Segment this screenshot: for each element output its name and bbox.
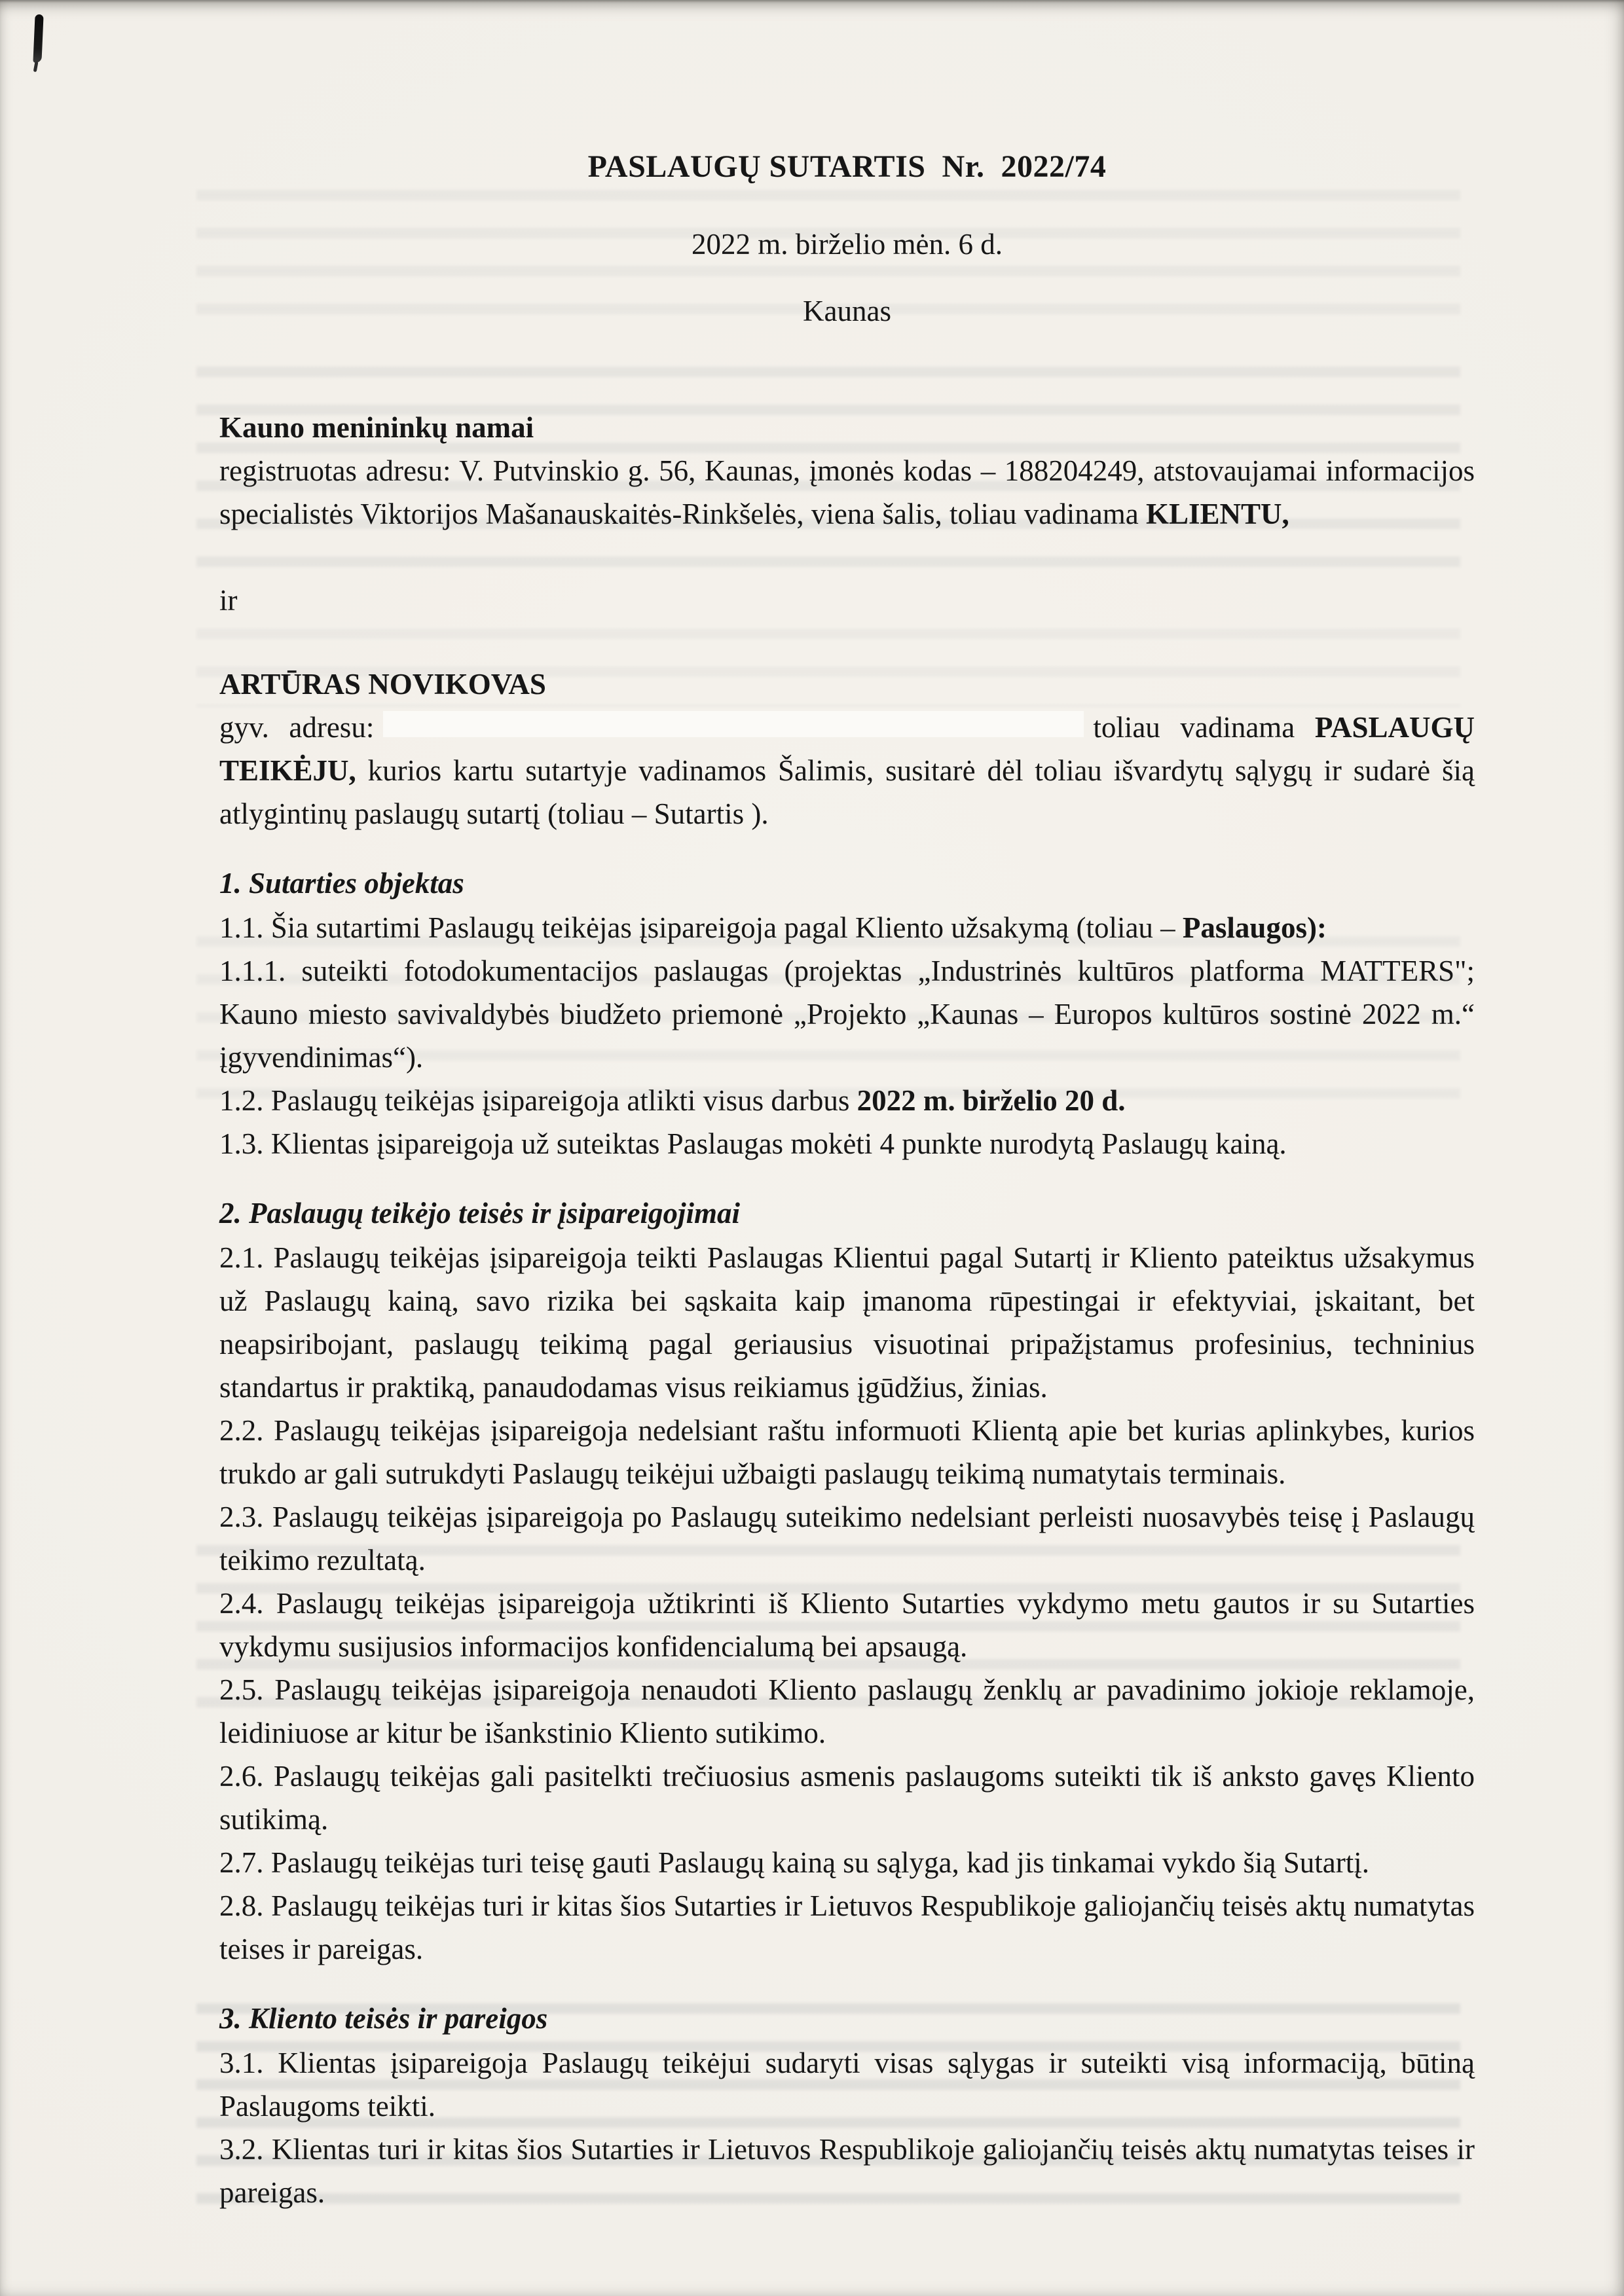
clause-1-1: [219, 906, 1475, 949]
clause-1-2: [219, 1079, 1475, 1122]
clause-2-1: [219, 1236, 1475, 1409]
clause-text: 2.8. Paslaugų teikėjas turi ir kitas šios Sutarties ir Lietuvos Respublikoje galiojančių teisės aktų numatytas teises ir pareigas.: [219, 1889, 1475, 1965]
client-alias: KLIENTU,: [1145, 498, 1289, 530]
document-date: 2022 m. birželio mėn. 6 d.: [692, 228, 1003, 261]
clause-text: 1.3. Klientas įsipareigoja už suteiktas Paslaugas mokėti 4 punkte nurodytą Paslaugų kainą.: [219, 1127, 1287, 1160]
section-heading-3: 3. Kliento teisės ir pareigos: [219, 2002, 548, 2035]
provider-paragraph: [219, 706, 1475, 835]
clause-text: 2.7. Paslaugų teikėjas turi teisę gauti Paslaugų kainą su sąlyga, kad jis tinkamai vykdo šią Sutartį.: [219, 1846, 1369, 1879]
provider-post-text: kurios kartu sutartyje vadinamos Šalimis, susitarė dėl toliau išvardytų sąlygų ir sudarė šią atlygintinų paslaugų sutartį (toliau – Sutartis ).: [219, 754, 1475, 830]
provider-name: ARTŪRAS NOVIKOVAS: [219, 668, 546, 701]
clause-2-3: [219, 1495, 1475, 1582]
clause-text: 2.3. Paslaugų teikėjas įsipareigoja po Paslaugų suteikimo nedelsiant perleisti nuosavybės teisę į Paslaugų teikimo rezultatą.: [219, 1501, 1475, 1576]
clause-2-4: [219, 1582, 1475, 1668]
section-heading-1: 1. Sutarties objektas: [219, 867, 464, 900]
connector-ir: ir: [219, 584, 238, 617]
clause-text: 1.2. Paslaugų teikėjas įsipareigoja atlikti visus darbus: [219, 1084, 857, 1117]
clause-1-3: [219, 1122, 1475, 1165]
clause-2-8: [219, 1884, 1475, 1971]
clause-text: 2.2. Paslaugų teikėjas įsipareigoja nedelsiant raštu informuoti Klientą apie bet kurias aplinkybes, kurios trukdo ar gali sutrukdyti Paslaugų teikėjui užbaigti paslaugų teikimą numatytais terminais.: [219, 1414, 1475, 1490]
client-paragraph: [219, 449, 1475, 536]
clause-text: 2.1. Paslaugų teikėjas įsipareigoja teikti Paslaugas Klientui pagal Sutartį ir Kliento pateiktus užsakymus už Paslaugų kainą, savo rizika bei sąskaita kaip įmanoma rūpestingai ir efektyviai, įskaitant, bet neapsiribojant, paslaugų teikimą pagal geriausius visuotinai pripažįstamus profesinius, techninius standartus ir praktiką, panaudodamas visus reikiamus įgūdžius, žinias.: [219, 1241, 1475, 1404]
pen-mark-artifact: [33, 14, 43, 63]
clause-2-2: [219, 1409, 1475, 1495]
clause-text: 1.1. Šia sutartimi Paslaugų teikėjas įsipareigoja pagal Kliento užsakymą (toliau –: [219, 911, 1183, 944]
document-place: Kaunas: [803, 295, 891, 327]
clause-text: 3.2. Klientas turi ir kitas šios Sutarties ir Lietuvos Respublikoje galiojančių teisės aktų numatytas teises ir pareigas.: [219, 2133, 1475, 2209]
clause-bold: 2022 m. birželio 20 d.: [857, 1084, 1126, 1117]
clause-2-6: [219, 1755, 1475, 1841]
clause-3-2: [219, 2128, 1475, 2214]
clause-text: 1.1.1. suteikti fotodokumentacijos paslaugas (projektas „Industrinės kultūros platforma MATTERS"; Kauno miesto savivaldybės biudžeto priemonė „Projekto „Kaunas – Europos kultūros sostinė 2022 m.“ įgyvendinimas“).: [219, 955, 1475, 1074]
contract-document: [219, 145, 1475, 2214]
clause-text: 2.4. Paslaugų teikėjas įsipareigoja užtikrinti iš Kliento Sutarties vykdymo metu gautos ir su Sutarties vykdymu susijusios informacijos konfidencialumą bei apsaugą.: [219, 1587, 1475, 1663]
document-title: PASLAUGŲ SUTARTIS Nr. 2022/74: [587, 149, 1107, 184]
clause-bold: Paslaugos):: [1182, 911, 1327, 944]
parties-section: [219, 406, 1475, 835]
provider-address-label: gyv. adresu:: [219, 711, 375, 744]
clause-text: 2.5. Paslaugų teikėjas įsipareigoja nenaudoti Kliento paslaugų ženklų ar pavadinimo jokioje reklamoje, leidiniuose ar kitur be išankstinio Kliento sutikimo.: [219, 1673, 1475, 1749]
clause-2-5: [219, 1668, 1475, 1755]
redacted-address-blank: [383, 711, 1084, 737]
section-heading-2: 2. Paslaugų teikėjo teisės ir įsipareigojimai: [219, 1197, 741, 1230]
clause-3-1: [219, 2041, 1475, 2128]
clause-2-7: [219, 1841, 1475, 1884]
clause-text: 2.6. Paslaugų teikėjas gali pasitelkti trečiuosius asmenis paslaugoms suteikti tik iš anksto gavęs Kliento sutikimą.: [219, 1760, 1475, 1836]
provider-alias: PASLAUGŲ TEIKĖJU,: [219, 711, 1475, 787]
clause-text: 3.1. Klientas įsipareigoja Paslaugų teikėjui sudaryti visas sąlygas ir suteikti visą informaciją, būtiną Paslaugoms teikti.: [219, 2047, 1475, 2123]
clause-1-1-1: [219, 949, 1475, 1079]
client-text: registruotas adresu: V. Putvinskio g. 56, Kaunas, įmonės kodas – 188204249, atstovaujamai informacijos specialistės Viktorijos Mašanauskaitės-Rinkšelės, viena šalis, toliau vadinama: [219, 454, 1475, 530]
provider-mid-text: toliau vadinama: [1093, 711, 1315, 744]
client-name: Kauno menininkų namai: [219, 411, 534, 444]
